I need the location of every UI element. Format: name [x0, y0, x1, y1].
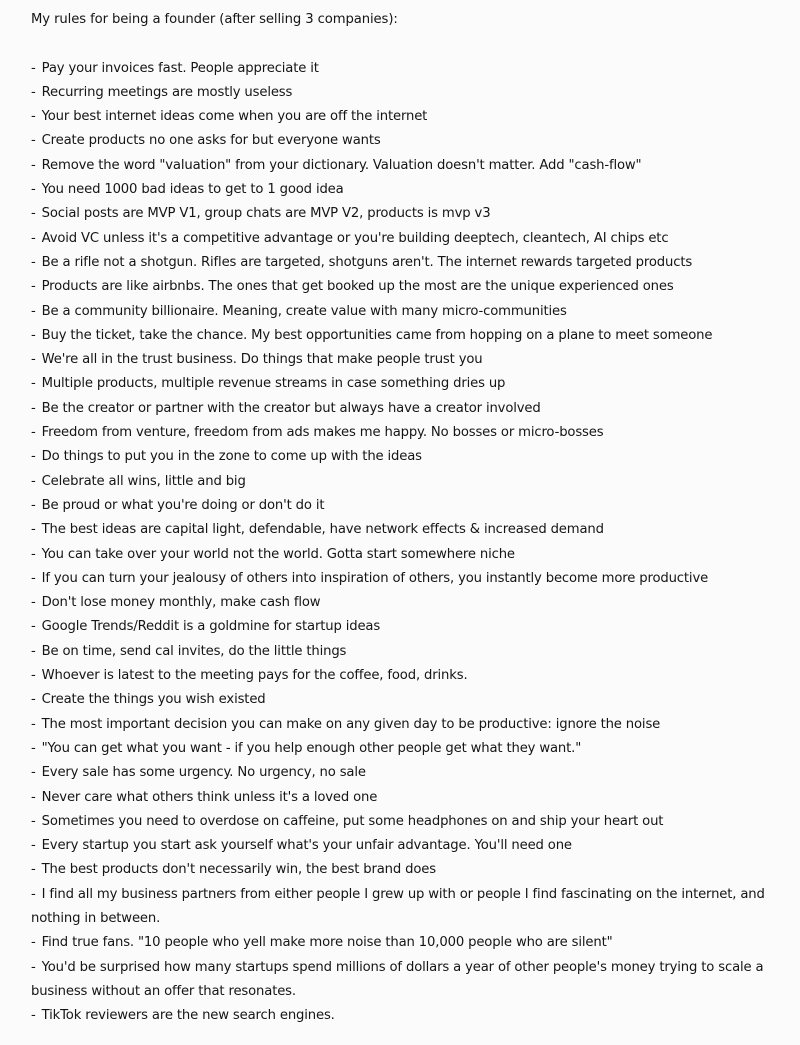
rule-text: Recurring meetings are mostly useless: [41, 84, 293, 100]
rule-bullet: -: [31, 522, 36, 538]
rule-text: The most important decision you can make on any given day to be productive: ignore the noise: [41, 716, 661, 732]
rule-bullet: -: [31, 109, 36, 125]
rule-text: Every startup you start ask yourself what's your unfair advantage. You'll need one: [41, 838, 572, 854]
rule-bullet: -: [31, 449, 36, 465]
rule-item: [31, 931, 790, 955]
rule-item: [31, 154, 790, 178]
rule-item: [31, 713, 790, 737]
rule-item: [31, 421, 790, 445]
rule-text: "You can get what you want - if you help enough other people get what they want.": [41, 740, 582, 756]
rule-text: Sometimes you need to overdose on caffeine, put some headphones on and ship your heart out: [41, 813, 664, 829]
rule-bullet: -: [31, 376, 36, 392]
rules-list: [31, 57, 790, 1029]
rule-text: You'd be surprised how many startups spend millions of dollars a year of other people's money trying to scale a business without an offer that resonates.: [31, 959, 764, 999]
rule-item: [31, 178, 790, 202]
rule-bullet: -: [31, 254, 36, 270]
rule-item: [31, 737, 790, 761]
rule-text: Don't lose money monthly, make cash flow: [41, 595, 321, 611]
rule-bullet: -: [31, 84, 36, 100]
rule-bullet: -: [31, 546, 36, 562]
rule-item: [31, 858, 790, 882]
rule-bullet: -: [31, 182, 36, 198]
rule-text: Be the creator or partner with the creator but always have a creator involved: [41, 400, 541, 416]
rule-item: [31, 640, 790, 664]
rule-bullet: -: [31, 327, 36, 343]
rule-text: Create the things you wish existed: [41, 692, 266, 708]
rule-item: [31, 251, 790, 275]
rule-bullet: -: [31, 570, 36, 586]
rule-item: [31, 81, 790, 105]
rule-bullet: -: [31, 473, 36, 489]
rule-text: The best products don't necessarily win, the best brand does: [41, 862, 436, 878]
rule-text: The best ideas are capital light, defendable, have network effects & increased demand: [41, 522, 604, 538]
rule-text: Your best internet ideas come when you are off the internet: [41, 109, 428, 125]
rule-item: [31, 786, 790, 810]
rule-text: Google Trends/Reddit is a goldmine for startup ideas: [41, 619, 381, 635]
page-title: My rules for being a founder (after selling 3 companies):: [31, 12, 398, 27]
rule-text: Be proud or what you're doing or don't do it: [41, 497, 325, 513]
rule-text: Pay your invoices fast. People appreciate it: [41, 60, 319, 76]
rule-bullet: -: [31, 692, 36, 708]
rule-item: [31, 57, 790, 81]
rule-bullet: -: [31, 400, 36, 416]
rule-text: Freedom from venture, freedom from ads makes me happy. No bosses or micro-bosses: [41, 425, 604, 441]
rule-text: Every sale has some urgency. No urgency, no sale: [41, 765, 366, 781]
rule-bullet: -: [31, 619, 36, 635]
rule-text: Remove the word "valuation" from your dictionary. Valuation doesn't matter. Add "cash-flow": [41, 157, 642, 173]
rule-text: Social posts are MVP V1, group chats are MVP V2, products is mvp v3: [41, 206, 491, 222]
rule-item: [31, 300, 790, 324]
rule-text: Buy the ticket, take the chance. My best opportunities came from hopping on a plane to meet someone: [41, 327, 713, 343]
rule-bullet: -: [31, 1008, 36, 1024]
rule-item: [31, 518, 790, 542]
rule-bullet: -: [31, 497, 36, 513]
rule-text: Find true fans. "10 people who yell make more noise than 10,000 people who are silent": [41, 935, 613, 951]
rule-item: [31, 567, 790, 591]
rule-bullet: -: [31, 279, 36, 295]
rule-bullet: -: [31, 206, 36, 222]
rule-text: Avoid VC unless it's a competitive advantage or you're building deeptech, cleantech, AI chips etc: [41, 230, 669, 246]
rule-item: [31, 688, 790, 712]
rule-item: [31, 883, 781, 932]
rule-item: [31, 494, 790, 518]
rule-text: We're all in the trust business. Do things that make people trust you: [41, 352, 483, 368]
rule-text: Whoever is latest to the meeting pays for the coffee, food, drinks.: [41, 668, 468, 684]
rule-text: Products are like airbnbs. The ones that get booked up the most are the unique experienced ones: [41, 279, 674, 295]
rule-bullet: -: [31, 303, 36, 319]
rule-text: Multiple products, multiple revenue streams in case something dries up: [41, 376, 506, 392]
rule-bullet: -: [31, 765, 36, 781]
rule-text: Do things to put you in the zone to come up with the ideas: [41, 449, 422, 465]
rule-bullet: -: [31, 862, 36, 878]
rule-bullet: -: [31, 425, 36, 441]
rule-item: [31, 324, 790, 348]
rule-item: [31, 543, 790, 567]
rule-text: You can take over your world not the world. Gotta start somewhere niche: [41, 546, 515, 562]
rule-item: [31, 129, 790, 153]
rule-item: [31, 227, 790, 251]
rule-text: If you can turn your jealousy of others into inspiration of others, you instantly become more productive: [41, 570, 709, 586]
rule-bullet: -: [31, 789, 36, 805]
rule-bullet: -: [31, 959, 36, 975]
rule-bullet: -: [31, 60, 36, 76]
rule-item: [31, 810, 790, 834]
rule-item: [31, 397, 790, 421]
rule-bullet: -: [31, 740, 36, 756]
rule-bullet: -: [31, 643, 36, 659]
rule-bullet: -: [31, 230, 36, 246]
rule-item: [31, 591, 790, 615]
rule-item: [31, 761, 790, 785]
rule-text: Be a rifle not a shotgun. Rifles are targeted, shotguns aren't. The internet rewards targeted products: [41, 254, 693, 270]
rule-bullet: -: [31, 813, 36, 829]
rule-item: [31, 664, 790, 688]
rule-text: I find all my business partners from either people I grew up with or people I find fascinating on the internet, and nothing in between.: [31, 886, 765, 926]
rule-item: [31, 348, 790, 372]
rule-bullet: -: [31, 716, 36, 732]
rule-text: Be a community billionaire. Meaning, create value with many micro-communities: [41, 303, 567, 319]
rule-item: [31, 1004, 790, 1028]
rule-bullet: -: [31, 886, 36, 902]
rule-bullet: -: [31, 668, 36, 684]
rule-bullet: -: [31, 157, 36, 173]
rule-item: [31, 834, 790, 858]
rule-item: [31, 470, 790, 494]
rule-text: Never care what others think unless it's a loved one: [41, 789, 378, 805]
rule-item: [31, 615, 790, 639]
rule-text: You need 1000 bad ideas to get to 1 good idea: [41, 182, 344, 198]
rule-item: [31, 372, 790, 396]
rule-item: [31, 105, 790, 129]
rule-bullet: -: [31, 838, 36, 854]
rule-bullet: -: [31, 352, 36, 368]
rule-item: [31, 445, 790, 469]
rule-bullet: -: [31, 595, 36, 611]
rule-item: [31, 202, 790, 226]
rule-text: Be on time, send cal invites, do the little things: [41, 643, 347, 659]
rule-text: Celebrate all wins, little and big: [41, 473, 246, 489]
rule-text: TikTok reviewers are the new search engines.: [41, 1008, 335, 1024]
rule-item: [31, 956, 781, 1005]
rule-text: Create products no one asks for but everyone wants: [41, 133, 381, 149]
rule-item: [31, 275, 790, 299]
rule-bullet: -: [31, 133, 36, 149]
rule-bullet: -: [31, 935, 36, 951]
